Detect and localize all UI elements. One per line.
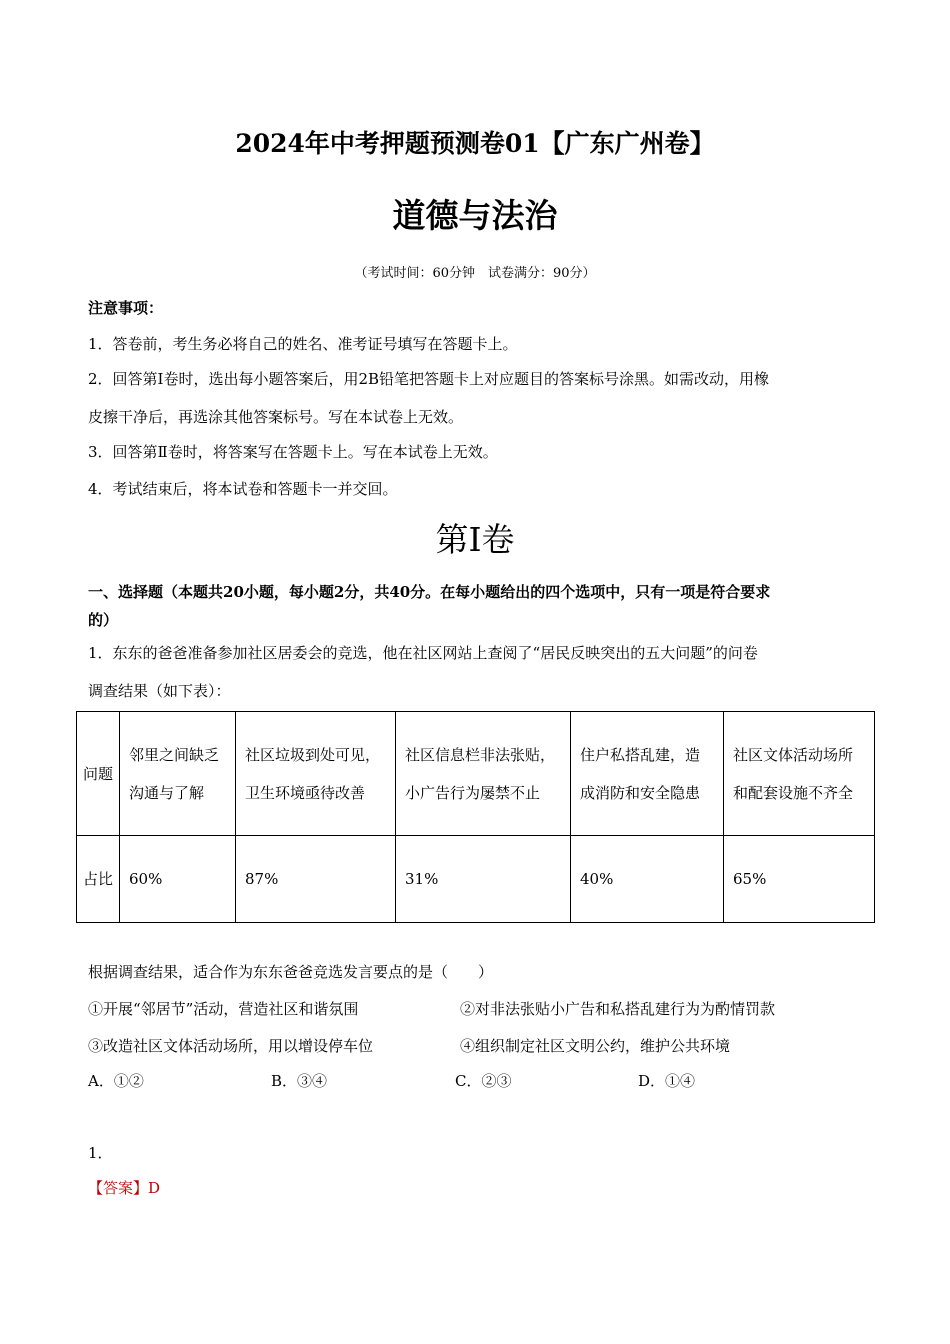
table-header-percentage: 占比 [77, 836, 120, 923]
question-1-prompt: 根据调查结果，适合作为东东爸爸竞选发言要点的是（ ） [88, 963, 494, 981]
table-cell-percentage: 60% [120, 836, 236, 923]
table-cell-problem: 邻里之间缺乏沟通与了解 [120, 712, 236, 836]
statement-2: ②对非法张贴小广告和私搭乱建行为为酌情罚款 [460, 1000, 776, 1018]
volume-title: 第Ⅰ卷 [435, 520, 515, 559]
notes-heading: 注意事项： [88, 299, 164, 317]
statement-4: ④组织制定社区文明公约，维护公共环境 [460, 1037, 731, 1055]
option-b: B．③④ [271, 1072, 328, 1090]
note-item-1: 1．答卷前，考生务必将自己的姓名、准考证号填写在答题卡上。 [88, 335, 518, 353]
question-1-stem-line-2: 调查结果（如下表）： [88, 682, 231, 700]
table-cell-percentage: 65% [724, 836, 875, 923]
exam-info: （考试时间：60分钟 试卷满分：90分） [354, 266, 596, 281]
note-item-2-line-2: 皮擦干净后，再选涂其他答案标号。写在本试卷上无效。 [88, 408, 464, 426]
table-row-problems [77, 712, 875, 836]
option-a: A．①② [88, 1072, 144, 1090]
table-cell-percentage: 87% [236, 836, 396, 923]
section-heading-line-2: 的） [88, 611, 119, 629]
note-item-4: 4．考试结束后，将本试卷和答题卡一并交回。 [88, 480, 398, 498]
paper-title: 2024年中考押题预测卷01【广东广州卷】 [235, 129, 715, 158]
table-cell-problem: 社区信息栏非法张贴，小广告行为屡禁不止 [396, 712, 571, 836]
answer-question-number: 1． [88, 1144, 113, 1162]
note-item-2-line-1: 2．回答第Ⅰ卷时，选出每小题答案后，用2B铅笔把答题卡上对应题目的答案标号涂黑。如需改动，用橡 [88, 370, 770, 388]
table-cell-problem: 住户私搭乱建，造成消防和安全隐患 [571, 712, 724, 836]
option-d: D．①④ [638, 1072, 696, 1090]
note-item-3: 3．回答第Ⅱ卷时，将答案写在答题卡上。写在本试卷上无效。 [88, 443, 498, 461]
table-cell-percentage: 40% [571, 836, 724, 923]
survey-table [76, 711, 875, 923]
table-row-percentages [77, 836, 875, 923]
option-c: C．②③ [455, 1072, 512, 1090]
table-cell-percentage: 31% [396, 836, 571, 923]
answer-text: 【答案】D [88, 1179, 161, 1197]
statement-1: ①开展“邻居节”活动，营造社区和谐氛围 [88, 1000, 359, 1018]
table-header-problem: 问题 [77, 712, 120, 836]
table-cell-problem: 社区垃圾到处可见，卫生环境亟待改善 [236, 712, 396, 836]
table-cell-problem: 社区文体活动场所和配套设施不齐全 [724, 712, 875, 836]
statement-3: ③改造社区文体活动场所，用以增设停车位 [88, 1037, 374, 1055]
section-heading-line-1: 一、选择题（本题共20小题，每小题2分，共40分。在每小题给出的四个选项中，只有一项是符合要求 [88, 583, 771, 601]
question-1-stem-line-1: 1．东东的爸爸准备参加社区居委会的竞选，他在社区网站上查阅了“居民反映突出的五大问题”的问卷 [88, 644, 758, 662]
subject-title: 道德与法治 [392, 196, 558, 235]
